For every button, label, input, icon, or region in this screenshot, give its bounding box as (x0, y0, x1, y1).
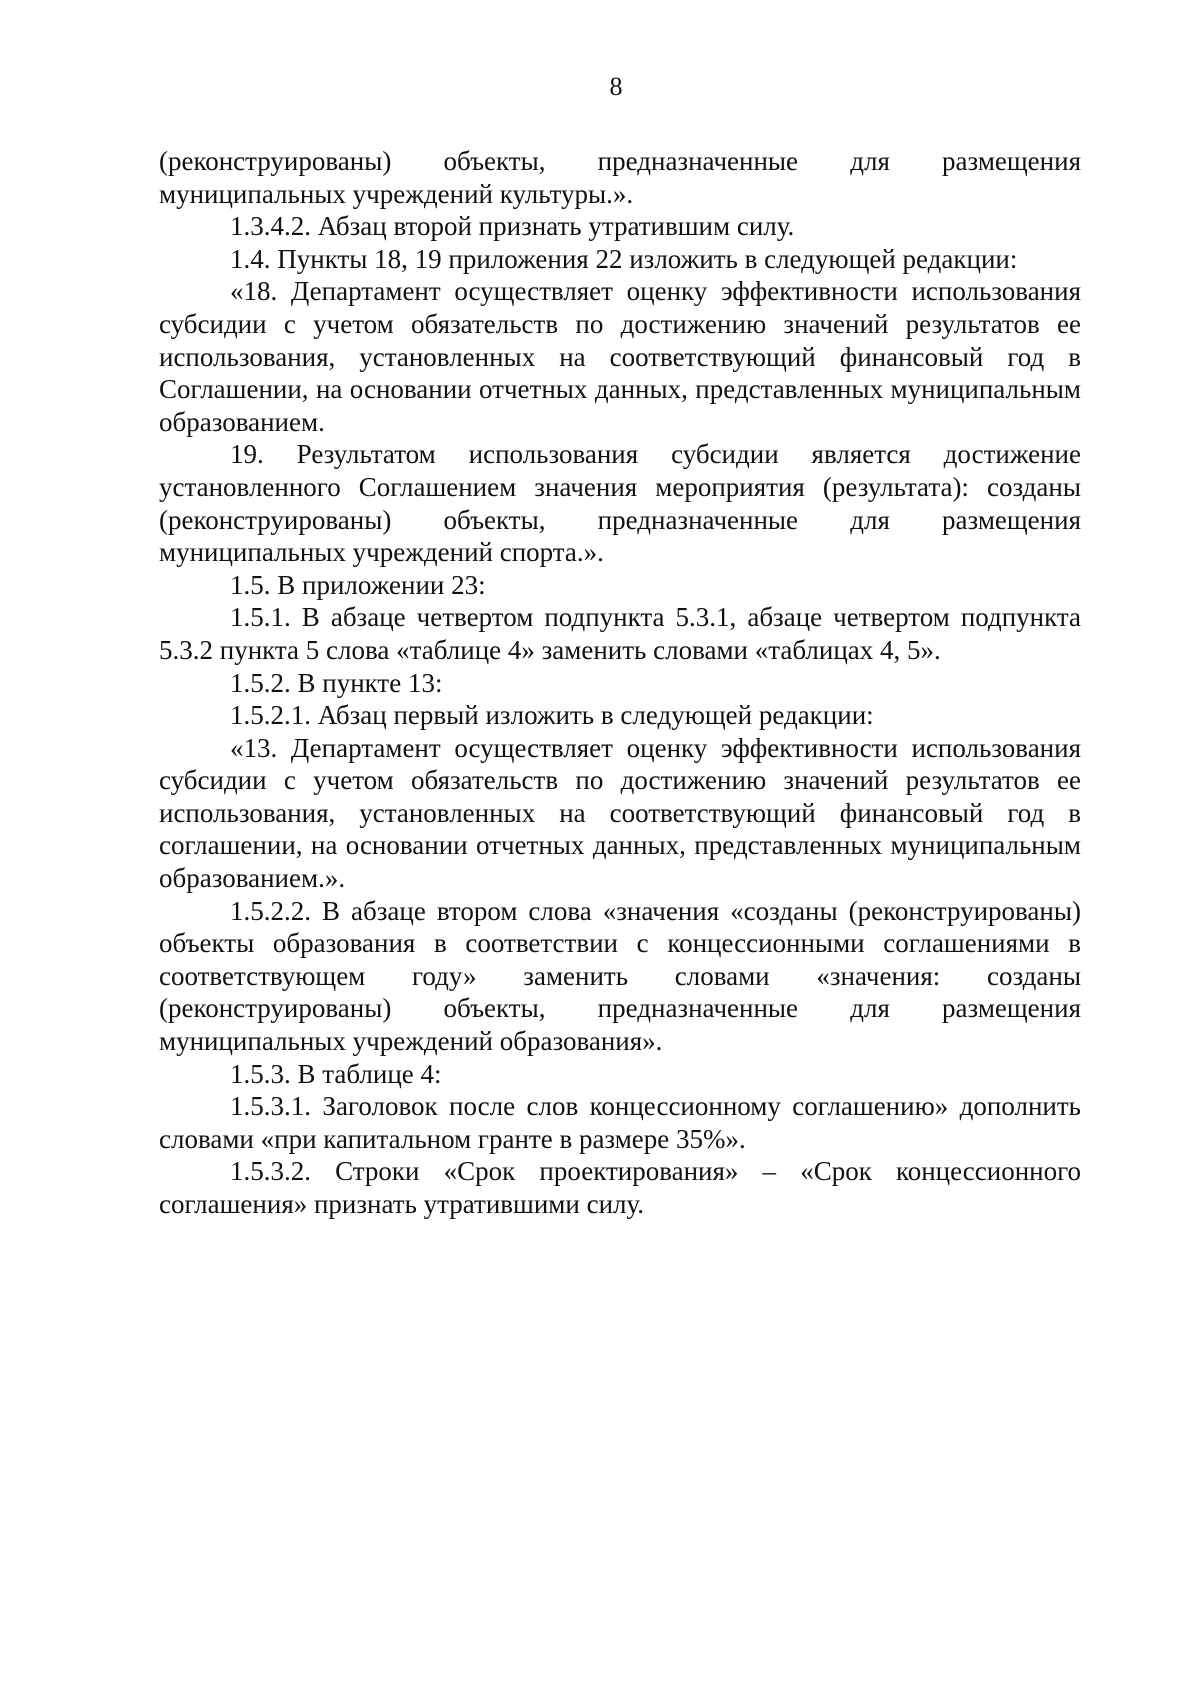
paragraph-1-5-3: 1.5.3. В таблице 4: (230, 1058, 442, 1089)
paragraph-1-5: 1.5. В приложении 23: (230, 569, 486, 600)
paragraph-1-3-4-2: 1.3.4.2. Абзац второй признать утратившим силу. (230, 211, 795, 242)
paragraph-1-5-2-2: 1.5.2.2. В абзаце втором слова «значения «созданы (реконструированы) объекты образования в соответствии с концессионными соглашениями в соответствующем году» заменить словами «значения: созданы (реконструированы) объекты, предназначенные для размещения муниципальных учреждений образования». (159, 895, 1081, 1057)
paragraph-1-5-3-1: 1.5.3.1. Заголовок после слов концессионному соглашению» дополнить словами «при капитальном гранте в размере 35%». (159, 1091, 1081, 1154)
paragraph-1-5-2: 1.5.2. В пункте 13: (230, 667, 443, 698)
paragraph-item-13: «13. Департамент осуществляет оценку эффективности использования субсидии с учетом обязательств по достижению значений результатов ее использования, установленных на соответствующий финансовый год в соглашении, на основании отчетных данных, представленных муниципальным образованием.». (159, 732, 1081, 894)
paragraph-1-5-3-2: 1.5.3.2. Строки «Срок проектирования» – «Срок концессионного соглашения» признать утратившими силу. (159, 1156, 1081, 1219)
page-number: 8 (609, 72, 623, 101)
paragraph-item-19: 19. Результатом использования субсидии является достижение установленного Соглашением значения мероприятия (результата): созданы (реконструированы) объекты, предназначенные для размещения муниципальных учреждений спорта.». (159, 439, 1081, 568)
paragraph-1-5-1: 1.5.1. В абзаце четвертом подпункта 5.3.1, абзаце четвертом подпункта 5.3.2 пункта 5 слова «таблице 4» заменить словами «таблицах 4, 5». (159, 602, 1081, 665)
paragraph-1-5-2-1: 1.5.2.1. Абзац первый изложить в следующей редакции: (230, 700, 874, 731)
paragraph-continuation: (реконструированы) объекты, предназначенные для размещения муниципальных учреждений культуры.». (159, 146, 1081, 209)
paragraph-1-4: 1.4. Пункты 18, 19 приложения 22 изложить в следующей редакции: (230, 243, 1018, 274)
paragraph-item-18: «18. Департамент осуществляет оценку эффективности использования субсидии с учетом обязательств по достижению значений результатов ее использования, установленных на соответствующий финансовый год в Соглашении, на основании отчетных данных, представленных муниципальным образованием. (159, 276, 1081, 437)
document-body (159, 145, 1081, 1221)
